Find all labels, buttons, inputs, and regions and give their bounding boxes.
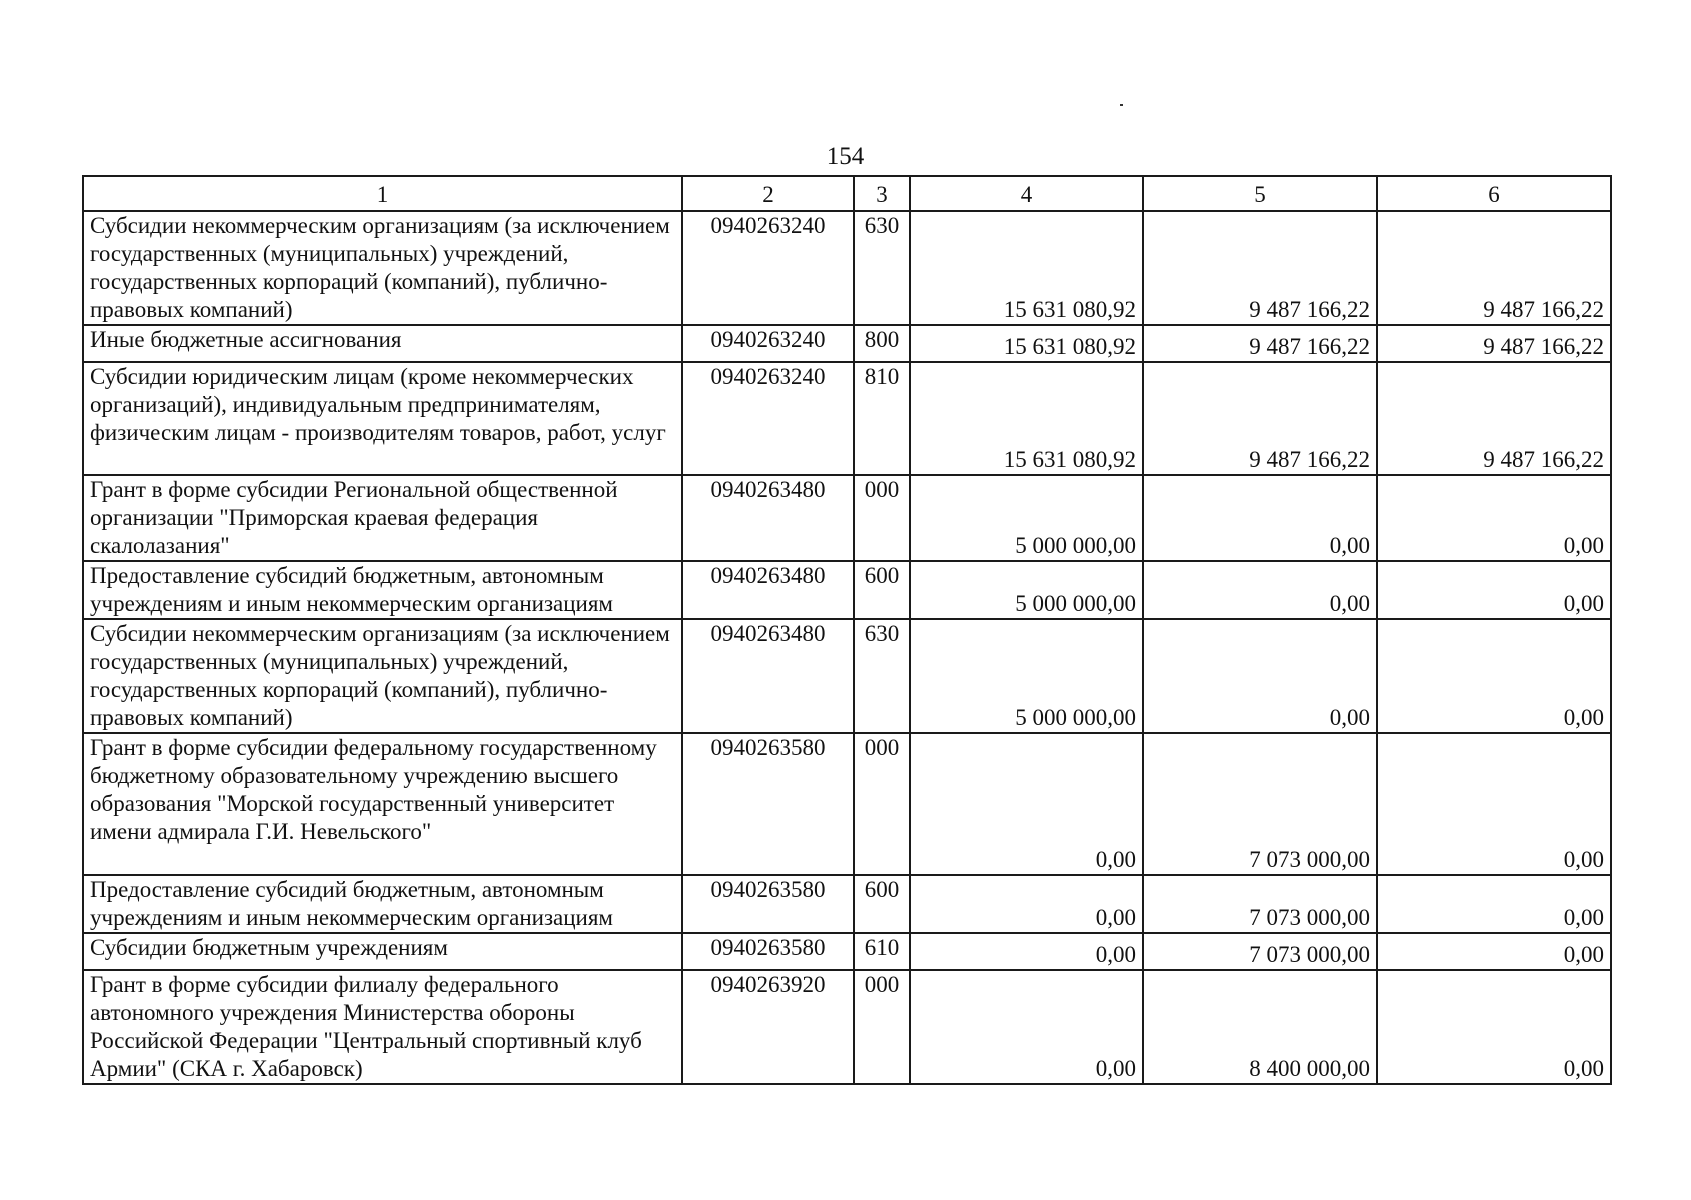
row-expense-kind: 000 bbox=[854, 733, 910, 875]
table-row bbox=[83, 970, 1611, 1084]
row-value-col5: 9 487 166,22 bbox=[1143, 211, 1377, 325]
row-value-col5: 0,00 bbox=[1143, 619, 1377, 733]
column-header-4: 4 bbox=[910, 176, 1143, 211]
row-value-col5: 0,00 bbox=[1143, 475, 1377, 561]
row-expense-kind: 600 bbox=[854, 875, 910, 933]
row-target-code: 0940263920 bbox=[682, 970, 854, 1084]
row-value-col5: 7 073 000,00 bbox=[1143, 733, 1377, 875]
row-value-col6: 0,00 bbox=[1377, 561, 1611, 619]
row-name: Иные бюджетные ассигнования bbox=[83, 325, 682, 362]
page-number: 154 bbox=[826, 143, 865, 170]
row-target-code: 0940263240 bbox=[682, 211, 854, 325]
row-value-col5: 9 487 166,22 bbox=[1143, 362, 1377, 475]
row-value-col4: 5 000 000,00 bbox=[910, 475, 1143, 561]
row-target-code: 0940263480 bbox=[682, 475, 854, 561]
row-value-col4: 5 000 000,00 bbox=[910, 619, 1143, 733]
column-header-1: 1 bbox=[83, 176, 682, 211]
table-row bbox=[83, 733, 1611, 875]
table-row bbox=[83, 362, 1611, 475]
row-name: Грант в форме субсидии федеральному государственному бюджетному образовательному учреждению высшего образования "Морской государственный университет имени адмирала Г.И. Невельского" bbox=[83, 733, 682, 875]
row-value-col5: 9 487 166,22 bbox=[1143, 325, 1377, 362]
scan-speck bbox=[1120, 104, 1123, 106]
row-value-col4: 15 631 080,92 bbox=[910, 362, 1143, 475]
column-header-6: 6 bbox=[1377, 176, 1611, 211]
row-name: Предоставление субсидий бюджетным, автономным учреждениям и иным некоммерческим организациям bbox=[83, 561, 682, 619]
row-target-code: 0940263240 bbox=[682, 325, 854, 362]
row-expense-kind: 630 bbox=[854, 211, 910, 325]
table-row bbox=[83, 475, 1611, 561]
row-target-code: 0940263580 bbox=[682, 933, 854, 970]
table-row bbox=[83, 619, 1611, 733]
row-target-code: 0940263240 bbox=[682, 362, 854, 475]
row-target-code: 0940263480 bbox=[682, 619, 854, 733]
row-value-col4: 5 000 000,00 bbox=[910, 561, 1143, 619]
row-expense-kind: 000 bbox=[854, 970, 910, 1084]
row-value-col4: 0,00 bbox=[910, 970, 1143, 1084]
row-value-col5: 7 073 000,00 bbox=[1143, 875, 1377, 933]
table-row bbox=[83, 325, 1611, 362]
row-name: Субсидии некоммерческим организациям (за исключением государственных (муниципальных) учреждений, государственных корпораций (компаний), публично-правовых компаний) bbox=[83, 619, 682, 733]
table-row bbox=[83, 933, 1611, 970]
row-value-col6: 0,00 bbox=[1377, 875, 1611, 933]
row-value-col4: 0,00 bbox=[910, 733, 1143, 875]
row-target-code: 0940263580 bbox=[682, 875, 854, 933]
row-expense-kind: 600 bbox=[854, 561, 910, 619]
row-name: Предоставление субсидий бюджетным, автономным учреждениям и иным некоммерческим организациям bbox=[83, 875, 682, 933]
header-row bbox=[83, 176, 1611, 211]
row-expense-kind: 630 bbox=[854, 619, 910, 733]
row-value-col6: 0,00 bbox=[1377, 475, 1611, 561]
row-expense-kind: 000 bbox=[854, 475, 910, 561]
row-value-col4: 15 631 080,92 bbox=[910, 211, 1143, 325]
row-value-col4: 0,00 bbox=[910, 875, 1143, 933]
table-row bbox=[83, 211, 1611, 325]
row-value-col6: 0,00 bbox=[1377, 933, 1611, 970]
column-header-3: 3 bbox=[854, 176, 910, 211]
row-value-col4: 0,00 bbox=[910, 933, 1143, 970]
budget-table bbox=[82, 175, 1612, 1085]
row-name: Грант в форме субсидии Региональной общественной организации "Приморская краевая федерация скалолазания" bbox=[83, 475, 682, 561]
row-target-code: 0940263580 bbox=[682, 733, 854, 875]
row-name: Субсидии юридическим лицам (кроме некоммерческих организаций), индивидуальным предпринимателям, физическим лицам - производителям товаров, работ, услуг bbox=[83, 362, 682, 475]
column-header-2: 2 bbox=[682, 176, 854, 211]
column-header-5: 5 bbox=[1143, 176, 1377, 211]
row-value-col6: 9 487 166,22 bbox=[1377, 362, 1611, 475]
row-value-col6: 0,00 bbox=[1377, 733, 1611, 875]
row-value-col5: 7 073 000,00 bbox=[1143, 933, 1377, 970]
row-value-col5: 0,00 bbox=[1143, 561, 1377, 619]
row-value-col6: 0,00 bbox=[1377, 970, 1611, 1084]
row-value-col6: 9 487 166,22 bbox=[1377, 325, 1611, 362]
row-value-col4: 15 631 080,92 bbox=[910, 325, 1143, 362]
row-expense-kind: 610 bbox=[854, 933, 910, 970]
row-name: Субсидии некоммерческим организациям (за исключением государственных (муниципальных) учреждений, государственных корпораций (компаний), публично-правовых компаний) bbox=[83, 211, 682, 325]
row-value-col5: 8 400 000,00 bbox=[1143, 970, 1377, 1084]
row-value-col6: 9 487 166,22 bbox=[1377, 211, 1611, 325]
row-name: Субсидии бюджетным учреждениям bbox=[83, 933, 682, 970]
row-expense-kind: 810 bbox=[854, 362, 910, 475]
table-row bbox=[83, 561, 1611, 619]
row-name: Грант в форме субсидии филиалу федерального автономного учреждения Министерства обороны Российской Федерации "Центральный спортивный клуб Армии" (СКА г. Хабаровск) bbox=[83, 970, 682, 1084]
table-row bbox=[83, 875, 1611, 933]
row-target-code: 0940263480 bbox=[682, 561, 854, 619]
row-value-col6: 0,00 bbox=[1377, 619, 1611, 733]
row-expense-kind: 800 bbox=[854, 325, 910, 362]
